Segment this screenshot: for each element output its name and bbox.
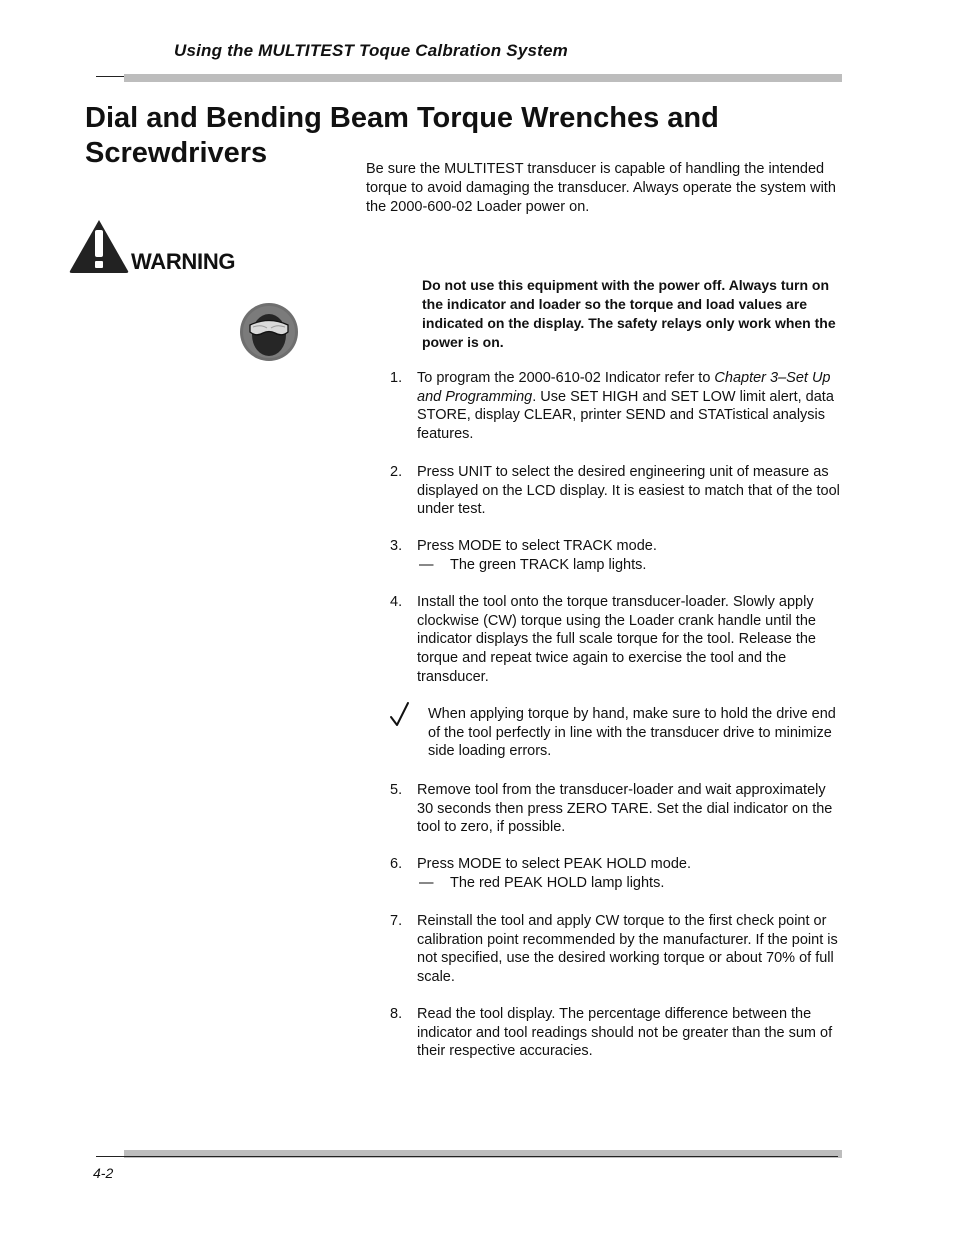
step-number: 6. (390, 856, 403, 872)
running-header: Using the MULTITEST Toque Calbration System (174, 41, 568, 60)
step-4 (390, 593, 844, 687)
intro-paragraph: Be sure the MULTITEST transducer is capable of handling the intended torque to avoid damaging the transducer. Always operate the system with the 2000-600-02 Loader power on. (366, 161, 836, 215)
step-text: Reinstall the tool and apply CW torque to the first check point or calibration point recommended by the manufacturer. If the point is not specified, use the desired working torque or about 70% of full scale. (417, 913, 838, 986)
step-8 (390, 1005, 844, 1061)
step-text: To program the 2000-610-02 Indicator refer to (417, 370, 715, 386)
step-text: Remove tool from the transducer-loader and wait approximately 30 seconds then press ZERO TARE. Set the dial indicator on the tool to zero, if possible. (417, 782, 833, 836)
step-number: 4. (390, 594, 403, 610)
sub-text: The red PEAK HOLD lamp lights. (450, 874, 665, 891)
warning-text: Do not use this equipment with the power off. Always turn on the indicator and loader so the torque and load values are indicated on the display. The safety relays only work when the power is on. (422, 277, 836, 350)
step-6 (390, 855, 844, 892)
safety-goggles-icon (239, 302, 299, 362)
note-text: When applying torque by hand, make sure to hold the drive end of the tool perfectly in line with the transducer drive to minimize side loading errors. (428, 706, 836, 760)
step-number: 3. (390, 538, 403, 554)
sub-text: The green TRACK lamp lights. (450, 556, 647, 573)
footer-rule-thin (96, 1156, 838, 1157)
step-7 (390, 912, 844, 987)
step-1 (390, 369, 844, 444)
step-text: Press MODE to select PEAK HOLD mode. (417, 856, 691, 872)
warning-triangle-icon (68, 218, 130, 274)
step-5 (390, 781, 844, 837)
step-text: Install the tool onto the torque transducer-loader. Slowly apply clockwise (CW) torque using the Loader crank handle until the indicator displays the full scale torque for the tool. Release the torque and repeat twice again to exercise the tool and the transducer. (417, 594, 816, 685)
step-number: 5. (390, 782, 403, 798)
page-number: 4-2 (93, 1165, 114, 1181)
header-rule-thick (124, 74, 842, 82)
step-text: . Use SET HIGH and SET LOW limit alert, data STORE, display CLEAR, printer SEND and STATistical analysis features. (417, 388, 834, 443)
step-number: 8. (390, 1006, 403, 1022)
step-text: Read the tool display. The percentage difference between the indicator and tool readings should not be greater than the sum of their respective accuracies. (417, 1006, 833, 1060)
page-title-line1: Dial and Bending Beam Torque Wrenches and (85, 102, 719, 134)
step-number: 2. (390, 464, 403, 480)
warning-label: WARNING (131, 249, 236, 274)
checkmark-icon (388, 700, 412, 728)
step-3 (390, 537, 844, 574)
step-text: Press UNIT to select the desired engineering unit of measure as displayed on the LCD display. It is easiest to match that of the tool under test. (417, 464, 840, 518)
sub-dash: — (419, 556, 434, 573)
page-title-line2: Screwdrivers (85, 137, 268, 169)
step-text: Press MODE to select TRACK mode. (417, 538, 657, 554)
step-number: 7. (390, 913, 403, 929)
step-number: 1. (390, 370, 403, 386)
sub-dash: — (419, 874, 434, 891)
step-2 (390, 463, 844, 519)
chapter-reference: Chapter 3–Set Up and Programming (417, 370, 831, 405)
